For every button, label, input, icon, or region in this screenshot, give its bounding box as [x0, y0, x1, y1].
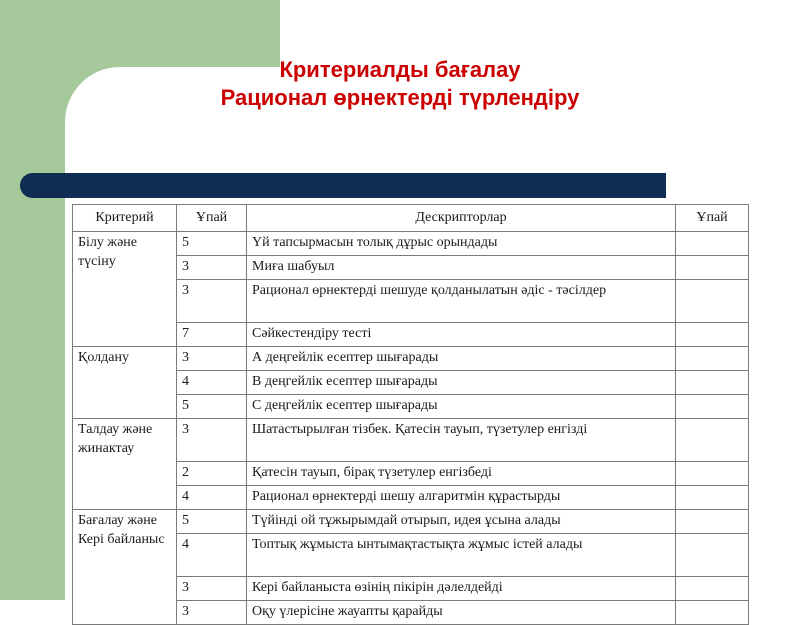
- points-cell: 4: [177, 534, 247, 577]
- points-cell: 3: [177, 577, 247, 601]
- score-cell: [676, 280, 749, 323]
- points-cell: 5: [177, 395, 247, 419]
- descriptor-cell: Топтық жұмыста ынтымақтастықта жұмыс істей алады: [247, 534, 676, 577]
- score-cell: [676, 232, 749, 256]
- score-cell: [676, 395, 749, 419]
- criterion-cell: Бағалау және Кері байланыс: [73, 510, 177, 625]
- descriptor-cell: Кері байланыста өзінің пікірін дәлелдейді: [247, 577, 676, 601]
- points-cell: 4: [177, 486, 247, 510]
- score-cell: [676, 486, 749, 510]
- score-cell: [676, 601, 749, 625]
- points-cell: 5: [177, 232, 247, 256]
- title-line-2: Рационал өрнектерді түрлендіру: [220, 85, 580, 110]
- points-cell: 3: [177, 347, 247, 371]
- title-line-1: Критериалды бағалау: [279, 57, 521, 82]
- descriptor-cell: В деңгейлік есептер шығарады: [247, 371, 676, 395]
- score-cell: [676, 577, 749, 601]
- descriptor-cell: Рационал өрнектерді шешуде қолданылатын әдіс - тәсілдер: [247, 280, 676, 323]
- descriptor-cell: А деңгейлік есептер шығарады: [247, 347, 676, 371]
- criterion-cell: Білу және түсіну: [73, 232, 177, 347]
- navy-decorative-bar: [20, 173, 666, 198]
- slide-title: [140, 56, 660, 112]
- points-cell: 4: [177, 371, 247, 395]
- descriptor-cell: Сәйкестендіру тесті: [247, 323, 676, 347]
- header-score: Ұпай: [676, 205, 749, 232]
- points-cell: 3: [177, 419, 247, 462]
- score-cell: [676, 323, 749, 347]
- descriptor-cell: Миға шабуыл: [247, 256, 676, 280]
- descriptor-cell: Түйінді ой тұжырымдай отырып, идея ұсына алады: [247, 510, 676, 534]
- points-cell: 3: [177, 280, 247, 323]
- descriptor-cell: С деңгейлік есептер шығарады: [247, 395, 676, 419]
- descriptor-cell: Шатастырылған тізбек. Қатесін тауып, түзетулер енгізді: [247, 419, 676, 462]
- descriptor-cell: Үй тапсырмасын толық дұрыс орындады: [247, 232, 676, 256]
- score-cell: [676, 462, 749, 486]
- table-row: [73, 347, 749, 371]
- criterion-cell: Қолдану: [73, 347, 177, 419]
- score-cell: [676, 347, 749, 371]
- descriptor-cell: Оқу үлерісіне жауапты қарайды: [247, 601, 676, 625]
- points-cell: 7: [177, 323, 247, 347]
- criterion-cell: Талдау және жинактау: [73, 419, 177, 510]
- descriptor-cell: Рационал өрнектерді шешу алгаритмін құрастырды: [247, 486, 676, 510]
- header-criterion: Критерий: [73, 205, 177, 232]
- table-row: [73, 232, 749, 256]
- score-cell: [676, 256, 749, 280]
- points-cell: 3: [177, 256, 247, 280]
- header-points: Ұпай: [177, 205, 247, 232]
- table-row: [73, 419, 749, 462]
- table-row: [73, 510, 749, 534]
- points-cell: 2: [177, 462, 247, 486]
- table-header-row: [73, 205, 749, 232]
- score-cell: [676, 419, 749, 462]
- score-cell: [676, 510, 749, 534]
- header-descriptors: Дескрипторлар: [247, 205, 676, 232]
- points-cell: 3: [177, 601, 247, 625]
- points-cell: 5: [177, 510, 247, 534]
- descriptor-cell: Қатесін тауып, бірақ түзетулер енгізбеді: [247, 462, 676, 486]
- score-cell: [676, 534, 749, 577]
- score-cell: [676, 371, 749, 395]
- criteria-table: [72, 204, 749, 625]
